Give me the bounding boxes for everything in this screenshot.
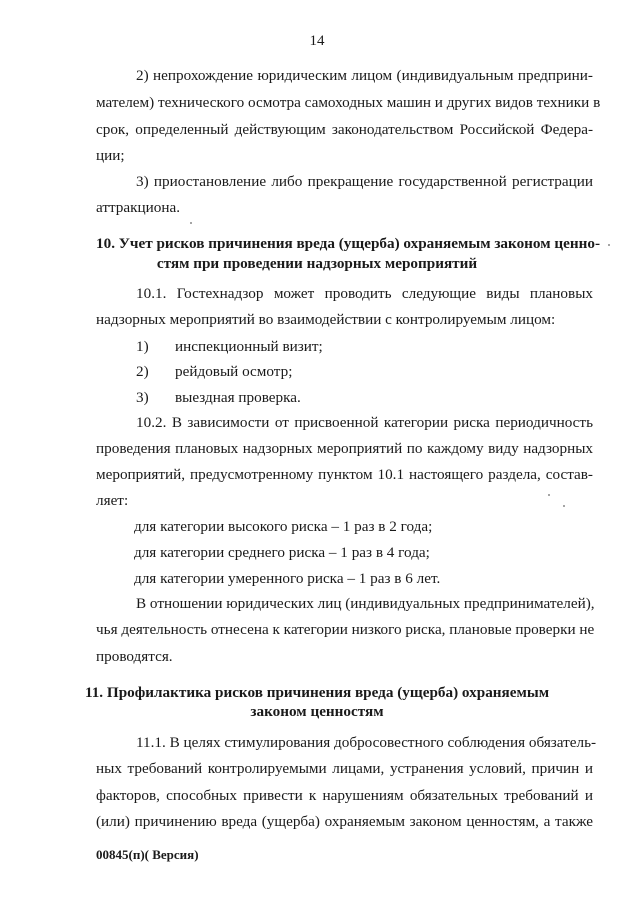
text-line: аттракциона.: [96, 199, 181, 216]
scan-speck: [548, 494, 550, 496]
section-heading-cont: стям при проведении надзорных мероприятий: [156, 255, 478, 272]
paragraph-line: 10.2. В зависимости от присвоенной категории риска периодичность: [136, 414, 593, 431]
document-footer: 00845(п)( Версия): [96, 847, 199, 862]
paragraph-line: ляет:: [96, 492, 129, 509]
list-number: 3): [136, 389, 149, 406]
section-heading: 11. Профилактика рисков причинения вреда (ущерба) охраняемым: [84, 684, 550, 701]
paragraph-line: проводятся.: [96, 648, 173, 665]
frequency-line: для категории среднего риска – 1 раз в 4 года;: [134, 544, 430, 561]
paragraph-line: В отношении юридических лиц (индивидуальных предпринимателей),: [136, 595, 595, 612]
list-text: выездная проверка.: [175, 389, 301, 406]
paragraph-line: проведения плановых надзорных мероприятий по каждому виду надзорных: [96, 440, 593, 457]
section-heading: 10. Учет рисков причинения вреда (ущерба) охраняемым законом ценно-: [96, 235, 601, 252]
frequency-line: для категории умеренного риска – 1 раз в 6 лет.: [134, 570, 441, 587]
scan-speck: [563, 505, 565, 507]
list-item: 3) приостановление либо прекращение государственной регистрации: [136, 173, 593, 190]
paragraph-line: (или) причинению вреда (ущерба) охраняемым законом ценностям, а также: [96, 813, 593, 830]
frequency-line: для категории высокого риска – 1 раз в 2 года;: [134, 518, 433, 535]
paragraph-line: факторов, способных привести к нарушениям обязательных требований и: [96, 787, 593, 804]
list-number: 1): [136, 338, 149, 355]
paragraph-line: мероприятий, предусмотренному пунктом 10.1 настоящего раздела, состав-: [96, 466, 593, 483]
text-line: мателем) технического осмотра самоходных машин и других видов техники в: [96, 94, 601, 111]
text-line: ции;: [96, 147, 125, 164]
list-number: 2): [136, 363, 149, 380]
paragraph-line: надзорных мероприятий во взаимодействии с контролируемым лицом:: [96, 311, 556, 328]
scan-speck: [608, 244, 610, 246]
paragraph-line: 10.1. Гостехнадзор может проводить следующие виды плановых: [136, 285, 593, 302]
page-number: 14: [309, 33, 325, 49]
list-text: инспекционный визит;: [175, 338, 323, 355]
list-text: рейдовый осмотр;: [175, 363, 293, 380]
list-item: 2) непрохождение юридическим лицом (индивидуальным предприни-: [136, 67, 593, 84]
section-heading-cont: законом ценностям: [250, 703, 384, 720]
paragraph-line: ных требований контролируемыми лицами, устранения условий, причин и: [96, 760, 593, 777]
paragraph-line: 11.1. В целях стимулирования добросовестного соблюдения обязатель-: [136, 734, 597, 751]
text-line: срок, определенный действующим законодательством Российской Федера-: [96, 121, 593, 138]
scan-speck: [190, 222, 192, 224]
paragraph-line: чья деятельность отнесена к категории низкого риска, плановые проверки не: [96, 621, 595, 638]
